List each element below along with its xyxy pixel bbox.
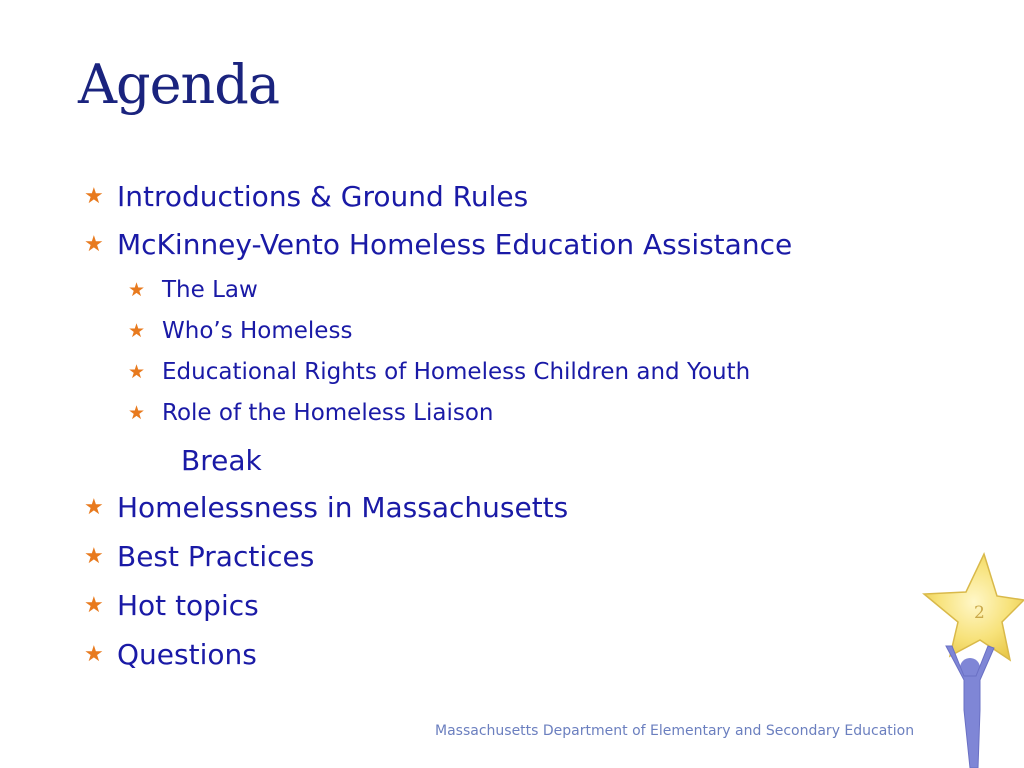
star-holder-icon: [918, 550, 1024, 768]
star-icon: ★: [84, 232, 104, 257]
agenda-subitem: [128, 277, 258, 303]
star-icon: ★: [128, 361, 146, 383]
slide-footer: Massachusetts Department of Elementary and Secondary Education: [435, 723, 915, 739]
agenda-subitem: [128, 359, 750, 385]
agenda-item: [84, 540, 314, 573]
star-icon: ★: [128, 320, 146, 342]
agenda-item-label: Introductions & Ground Rules: [117, 180, 529, 213]
agenda-item-label: Questions: [117, 638, 257, 671]
star-icon: ★: [84, 495, 104, 520]
agenda-subitem: [128, 400, 493, 426]
agenda-subitem-label: The Law: [162, 277, 258, 303]
agenda-item: [84, 180, 528, 213]
agenda-item-label: McKinney-Vento Homeless Education Assistance: [117, 228, 793, 261]
break-label: Break: [181, 444, 262, 477]
star-icon: ★: [84, 544, 104, 569]
agenda-item: [84, 589, 259, 622]
agenda-item: [84, 638, 257, 671]
star-icon: ★: [84, 642, 104, 667]
agenda-subitem: [128, 318, 352, 344]
agenda-subitem-label: Role of the Homeless Liaison: [162, 400, 494, 426]
agenda-subitem-label: Educational Rights of Homeless Children and Youth: [162, 359, 751, 385]
agenda-item-label: Best Practices: [117, 540, 315, 573]
star-icon: ★: [84, 593, 104, 618]
star-icon: ★: [84, 184, 104, 209]
agenda-item-label: Hot topics: [117, 589, 259, 622]
star-icon: ★: [128, 402, 146, 424]
agenda-item-label: Homelessness in Massachusetts: [117, 491, 569, 524]
agenda-item: [84, 491, 568, 524]
page-number: 2: [974, 603, 985, 623]
agenda-item: [84, 228, 792, 261]
slide-title: Agenda: [78, 53, 280, 116]
agenda-subitem-label: Who’s Homeless: [162, 318, 353, 344]
star-icon: ★: [128, 279, 146, 301]
